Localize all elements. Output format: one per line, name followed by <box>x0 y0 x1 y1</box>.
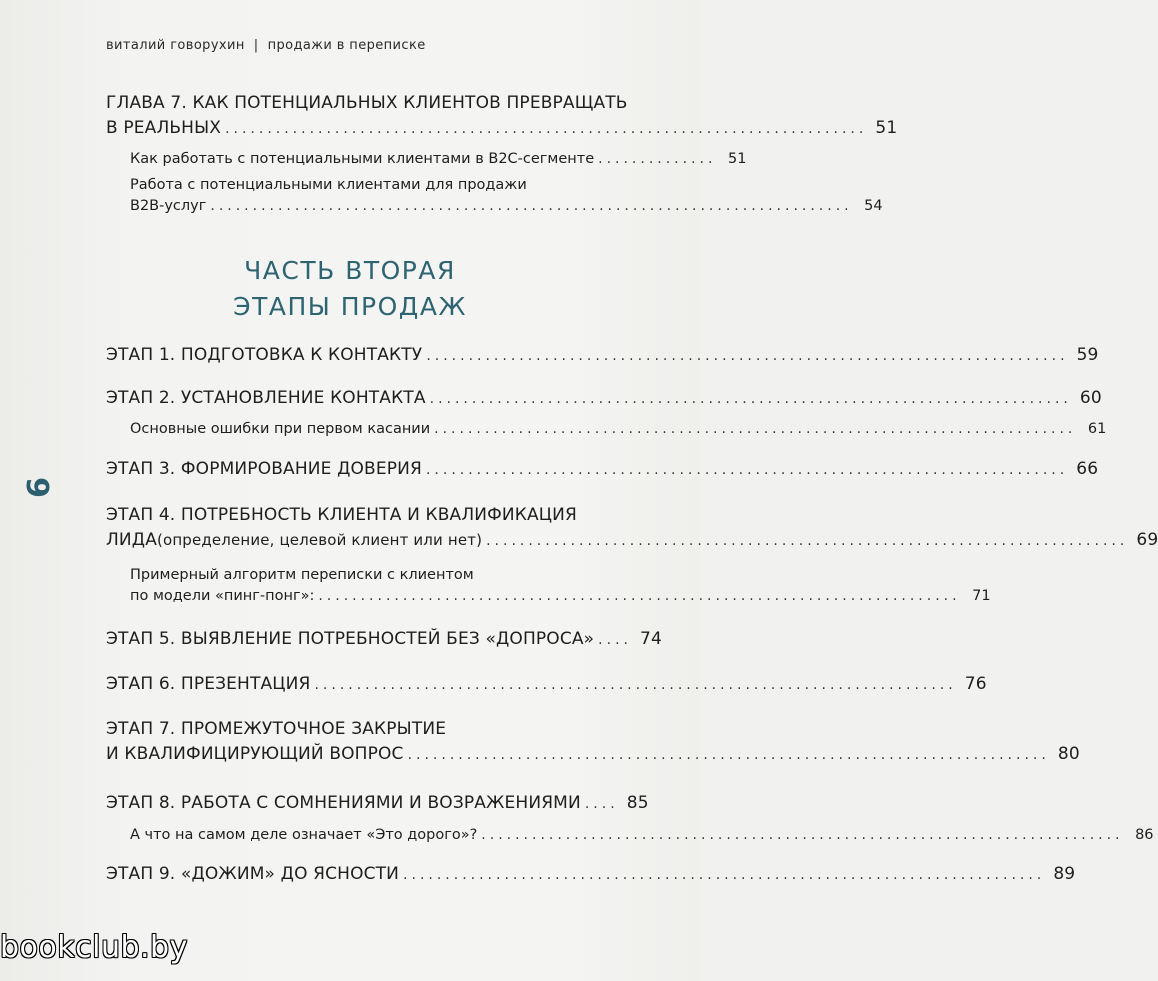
toc-entry-text: Примерный алгоритм переписки с клиентом <box>130 567 474 583</box>
leader-dots: ............................................................................ <box>486 533 1129 549</box>
toc-entry-text: И КВАЛИФИЦИРУЮЩИЙ ВОПРОС <box>106 744 404 764</box>
leader-dots: ............................................................................ <box>314 677 957 693</box>
toc-page-number: 85 <box>626 793 649 813</box>
leader-dots: .... <box>584 796 619 812</box>
leader-dots: ............................................................................ <box>210 198 853 214</box>
toc-entry-text: B2B-услуг <box>130 198 207 214</box>
page-number: 9 <box>18 477 54 498</box>
toc-entry-text: ЭТАП 9. «ДОЖИМ» ДО ЯСНОСТИ <box>106 864 400 884</box>
toc-entry-text: ЭТАП 2. УСТАНОВЛЕНИЕ КОНТАКТА <box>106 388 426 408</box>
toc-entry-text: ЭТАП 7. ПРОМЕЖУТОЧНОЕ ЗАКРЫТИЕ <box>106 719 447 739</box>
toc-entry-stage-2[interactable] <box>106 388 1102 408</box>
toc-page-number: 60 <box>1079 388 1102 408</box>
header-title: продажи в переписке <box>267 38 426 53</box>
toc-page-number: 76 <box>964 674 987 694</box>
part-heading-number: ЧАСТЬ ВТОРАЯ <box>244 256 456 285</box>
toc-entry-stage-6[interactable] <box>106 674 987 694</box>
toc-page-number: 74 <box>640 629 662 649</box>
toc-entry-text: Как работать с потенциальными клиентами в B2C-сегменте <box>130 151 595 167</box>
toc-page-number: 80 <box>1057 744 1080 764</box>
header-author: виталий говорухин <box>106 38 245 53</box>
leader-dots: ............................................................................ <box>481 827 1124 843</box>
toc-entry-text: Основные ошибки при первом касании <box>130 421 431 437</box>
toc-entry-text: А что на самом деле означает «Это дорого»? <box>130 827 478 843</box>
leader-dots: ............................................................................ <box>403 867 1046 883</box>
toc-entry-text: ЭТАП 1. ПОДГОТОВКА К КОНТАКТУ <box>106 345 423 365</box>
toc-page-number: 59 <box>1076 345 1099 365</box>
toc-entry-text: Работа с потенциальными клиентами для продажи <box>130 177 527 193</box>
toc-subentry-first-touch-errors[interactable] <box>130 421 1107 437</box>
toc-entry-text: ГЛАВА 7. КАК ПОТЕНЦИАЛЬНЫХ КЛИЕНТОВ ПРЕВРАЩАТЬ <box>106 93 628 113</box>
toc-page-number: 69 <box>1136 530 1158 550</box>
toc-page-number: 61 <box>1087 421 1107 437</box>
header-separator: | <box>253 38 259 53</box>
toc-entry-stage-1[interactable] <box>106 345 1099 365</box>
toc-entry-stage-8[interactable] <box>106 793 649 813</box>
toc-entry-text: ЭТАП 6. ПРЕЗЕНТАЦИЯ <box>106 674 311 694</box>
leader-dots: .... <box>598 632 632 648</box>
toc-subentry-b2b[interactable] <box>130 177 883 214</box>
toc-page-number: 51 <box>875 118 898 138</box>
toc-entry-stage-4[interactable] <box>106 505 1158 550</box>
toc-page-number: 51 <box>727 151 747 167</box>
leader-dots: ............................................................................ <box>426 348 1069 364</box>
leader-dots: ............................................................................ <box>429 391 1072 407</box>
toc-subentry-ping-pong[interactable] <box>130 567 991 604</box>
toc-subentry-b2c[interactable] <box>130 151 747 167</box>
toc-entry-stage-9[interactable] <box>106 864 1076 884</box>
toc-entry-text: по модели «пинг-понг»: <box>130 588 315 604</box>
toc-entry-text: ЭТАП 5. ВЫЯВЛЕНИЕ ПОТРЕБНОСТЕЙ БЕЗ «ДОПРОСА» <box>106 629 595 649</box>
running-header <box>106 38 426 53</box>
toc-entry-text: В РЕАЛЬНЫХ <box>106 118 222 138</box>
toc-entry-text: ЭТАП 3. ФОРМИРОВАНИЕ ДОВЕРИЯ <box>106 459 422 479</box>
leader-dots: ............................................................................ <box>407 747 1050 763</box>
toc-page-number: 54 <box>864 198 883 214</box>
toc-entry-note: (определение, целевой клиент или нет) <box>157 531 483 549</box>
toc-page-number: 71 <box>972 588 991 604</box>
leader-dots: ............................................................................ <box>318 588 961 604</box>
toc-entry-text: ЛИДА <box>106 530 158 550</box>
leader-dots: .............. <box>598 151 717 167</box>
toc-subentry-expensive[interactable] <box>130 827 1154 843</box>
toc-entry-chapter-7[interactable] <box>106 93 898 138</box>
toc-page-number: 89 <box>1053 864 1076 884</box>
leader-dots: ............................................................................ <box>425 462 1069 478</box>
toc-page-number: 86 <box>1135 827 1154 843</box>
leader-dots: ............................................................................ <box>434 421 1077 437</box>
toc-entry-text: ЭТАП 4. ПОТРЕБНОСТЬ КЛИЕНТА И КВАЛИФИКАЦИЯ <box>106 505 577 525</box>
part-heading-title: ЭТАПЫ ПРОДАЖ <box>233 292 467 321</box>
toc-page-number: 66 <box>1076 459 1099 479</box>
toc-entry-stage-3[interactable] <box>106 459 1099 479</box>
leader-dots: ............................................................................ <box>225 121 868 137</box>
toc-entry-stage-7[interactable] <box>106 719 1080 764</box>
toc-entry-stage-5[interactable] <box>106 629 662 649</box>
site-watermark: bookclub.by <box>0 930 188 965</box>
toc-entry-text: ЭТАП 8. РАБОТА С СОМНЕНИЯМИ И ВОЗРАЖЕНИЯМИ <box>106 793 581 813</box>
